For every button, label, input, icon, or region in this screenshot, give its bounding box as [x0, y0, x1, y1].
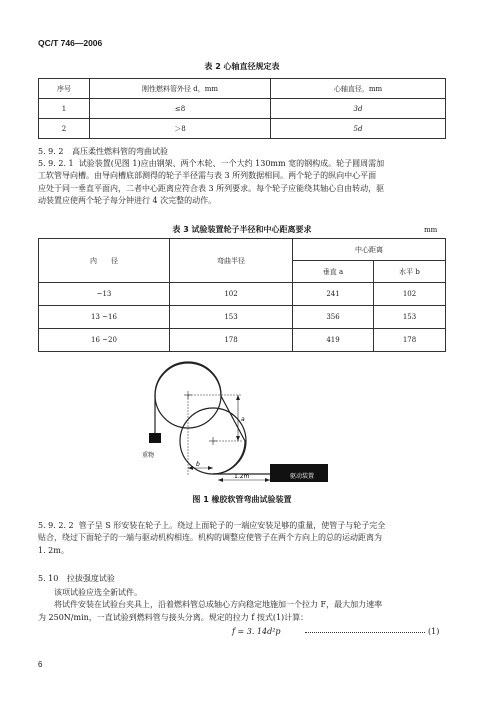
- text-line: 工软管导向槽。由导向槽底部测得的轮子半径需与表 3 所列数据相同。两个轮子的纵向中心平面: [38, 171, 377, 181]
- table3-cell: 16 ~20: [39, 329, 170, 352]
- text-line: 将试件安装在试验台夹具上，沿着燃料管总成轴心方向稳定地施加一个拉力 F，最大加力速率: [54, 600, 383, 610]
- length-label: 1.2m: [234, 473, 250, 480]
- table3-cell: 102: [374, 283, 446, 306]
- table3-header: 中心距离: [293, 239, 446, 261]
- table3-cell: 178: [374, 329, 446, 352]
- text-line: 1. 2m。: [38, 545, 69, 555]
- section-number: 5. 9. 2. 2: [38, 521, 74, 530]
- table3-header: 垂直 a: [293, 261, 374, 283]
- text-line: 为 250N/min，一直试验到燃料管与接头分离。规定的拉力 f 按式(1)计算：: [38, 612, 309, 622]
- paragraph-5-9-2-2: [38, 520, 448, 557]
- weight-block: [149, 433, 161, 443]
- table3-cell: 178: [170, 329, 293, 352]
- paragraph-5-9-2-1: [38, 158, 448, 208]
- section-5-9-2: [38, 146, 168, 157]
- table3-header: 弯曲半径: [170, 239, 293, 283]
- text-line: 管子呈 S 形安装在轮子上。绕过上面轮子的一端应安装足够的重量，使管子与轮子完全: [78, 521, 386, 530]
- paragraph-5-10: [38, 587, 448, 624]
- table3-cell: ~13: [39, 283, 170, 306]
- table2-cell: 2: [39, 119, 90, 139]
- hose: [155, 363, 245, 474]
- section-5-10: [38, 573, 115, 584]
- table2-header: 刚性燃料管外径 d，mm: [90, 79, 271, 99]
- table2-header: 心轴直径，mm: [271, 79, 446, 99]
- page-number: 6: [38, 660, 43, 669]
- formula-expression: f = 3. 14d²p: [232, 627, 281, 636]
- text-line: 动装置应使两个轮子每分钟进行 4 次完整的动作。: [38, 196, 217, 206]
- weight-label: 重物: [142, 452, 155, 459]
- table2-cell: ＞8: [90, 119, 271, 139]
- section-title: 拉拔强度试验: [66, 574, 115, 583]
- table2-cell: 5d: [271, 119, 446, 139]
- table2-cell: 1: [39, 99, 90, 119]
- table2-caption: 表 2 心轴直径规定表: [204, 62, 280, 71]
- table2-cell: 3d: [271, 99, 446, 119]
- table3-header: 水平 b: [374, 261, 446, 283]
- table3-cell: 419: [293, 329, 374, 352]
- table3-unit: mm: [424, 226, 438, 234]
- section-number: 5. 10: [38, 574, 59, 583]
- dimension-a-label: a: [241, 416, 245, 423]
- section-number: 5. 9. 2. 1: [38, 159, 74, 168]
- table3-cell: 241: [293, 283, 374, 306]
- figure1-diagram: [130, 355, 350, 485]
- text-line: 应处于同一垂直平面内，二者中心距离应符合表 3 所列要求。每个轮子应能绕其轴心自由转动，驱: [38, 183, 385, 193]
- table2: [38, 78, 446, 139]
- text-line: 贴合，绕过下面轮子的一端与驱动机构相连。机构的调整应使管子在两个方向上的总的运动距离为: [38, 533, 382, 543]
- table2-header: 序号: [39, 79, 90, 99]
- section-number: 5. 9. 2: [38, 147, 64, 156]
- table3-cell: 153: [374, 306, 446, 329]
- text-line: 试验装置(见图 1)应由钢架、两个木轮、一个大约 130mm 宽的钢构成。轮子圆周需加: [78, 159, 385, 168]
- formula-number: (1): [428, 627, 440, 636]
- table3-header: 内 径: [39, 239, 170, 283]
- table3-cell: 102: [170, 283, 293, 306]
- section-title: 高压柔性燃料管的弯曲试验: [72, 147, 168, 156]
- table3: [38, 238, 446, 352]
- drive-label: 驱动装置: [290, 473, 315, 480]
- dimension-b-label: b: [196, 461, 200, 468]
- figure1-caption: 图 1 橡胶软管弯曲试验装置: [192, 495, 292, 504]
- table2-cell: ≤8: [90, 99, 271, 119]
- table3-cell: 13 ~16: [39, 306, 170, 329]
- standard-header: QC/T 746—2006: [38, 38, 103, 48]
- text-line: 该项试验应选全新试件。: [54, 588, 142, 597]
- table3-cell: 153: [170, 306, 293, 329]
- table3-cell: 356: [293, 306, 374, 329]
- formula-leader-dots: [305, 632, 425, 633]
- table3-caption: 表 3 试验装置轮子半径和中心距离要求: [172, 225, 312, 234]
